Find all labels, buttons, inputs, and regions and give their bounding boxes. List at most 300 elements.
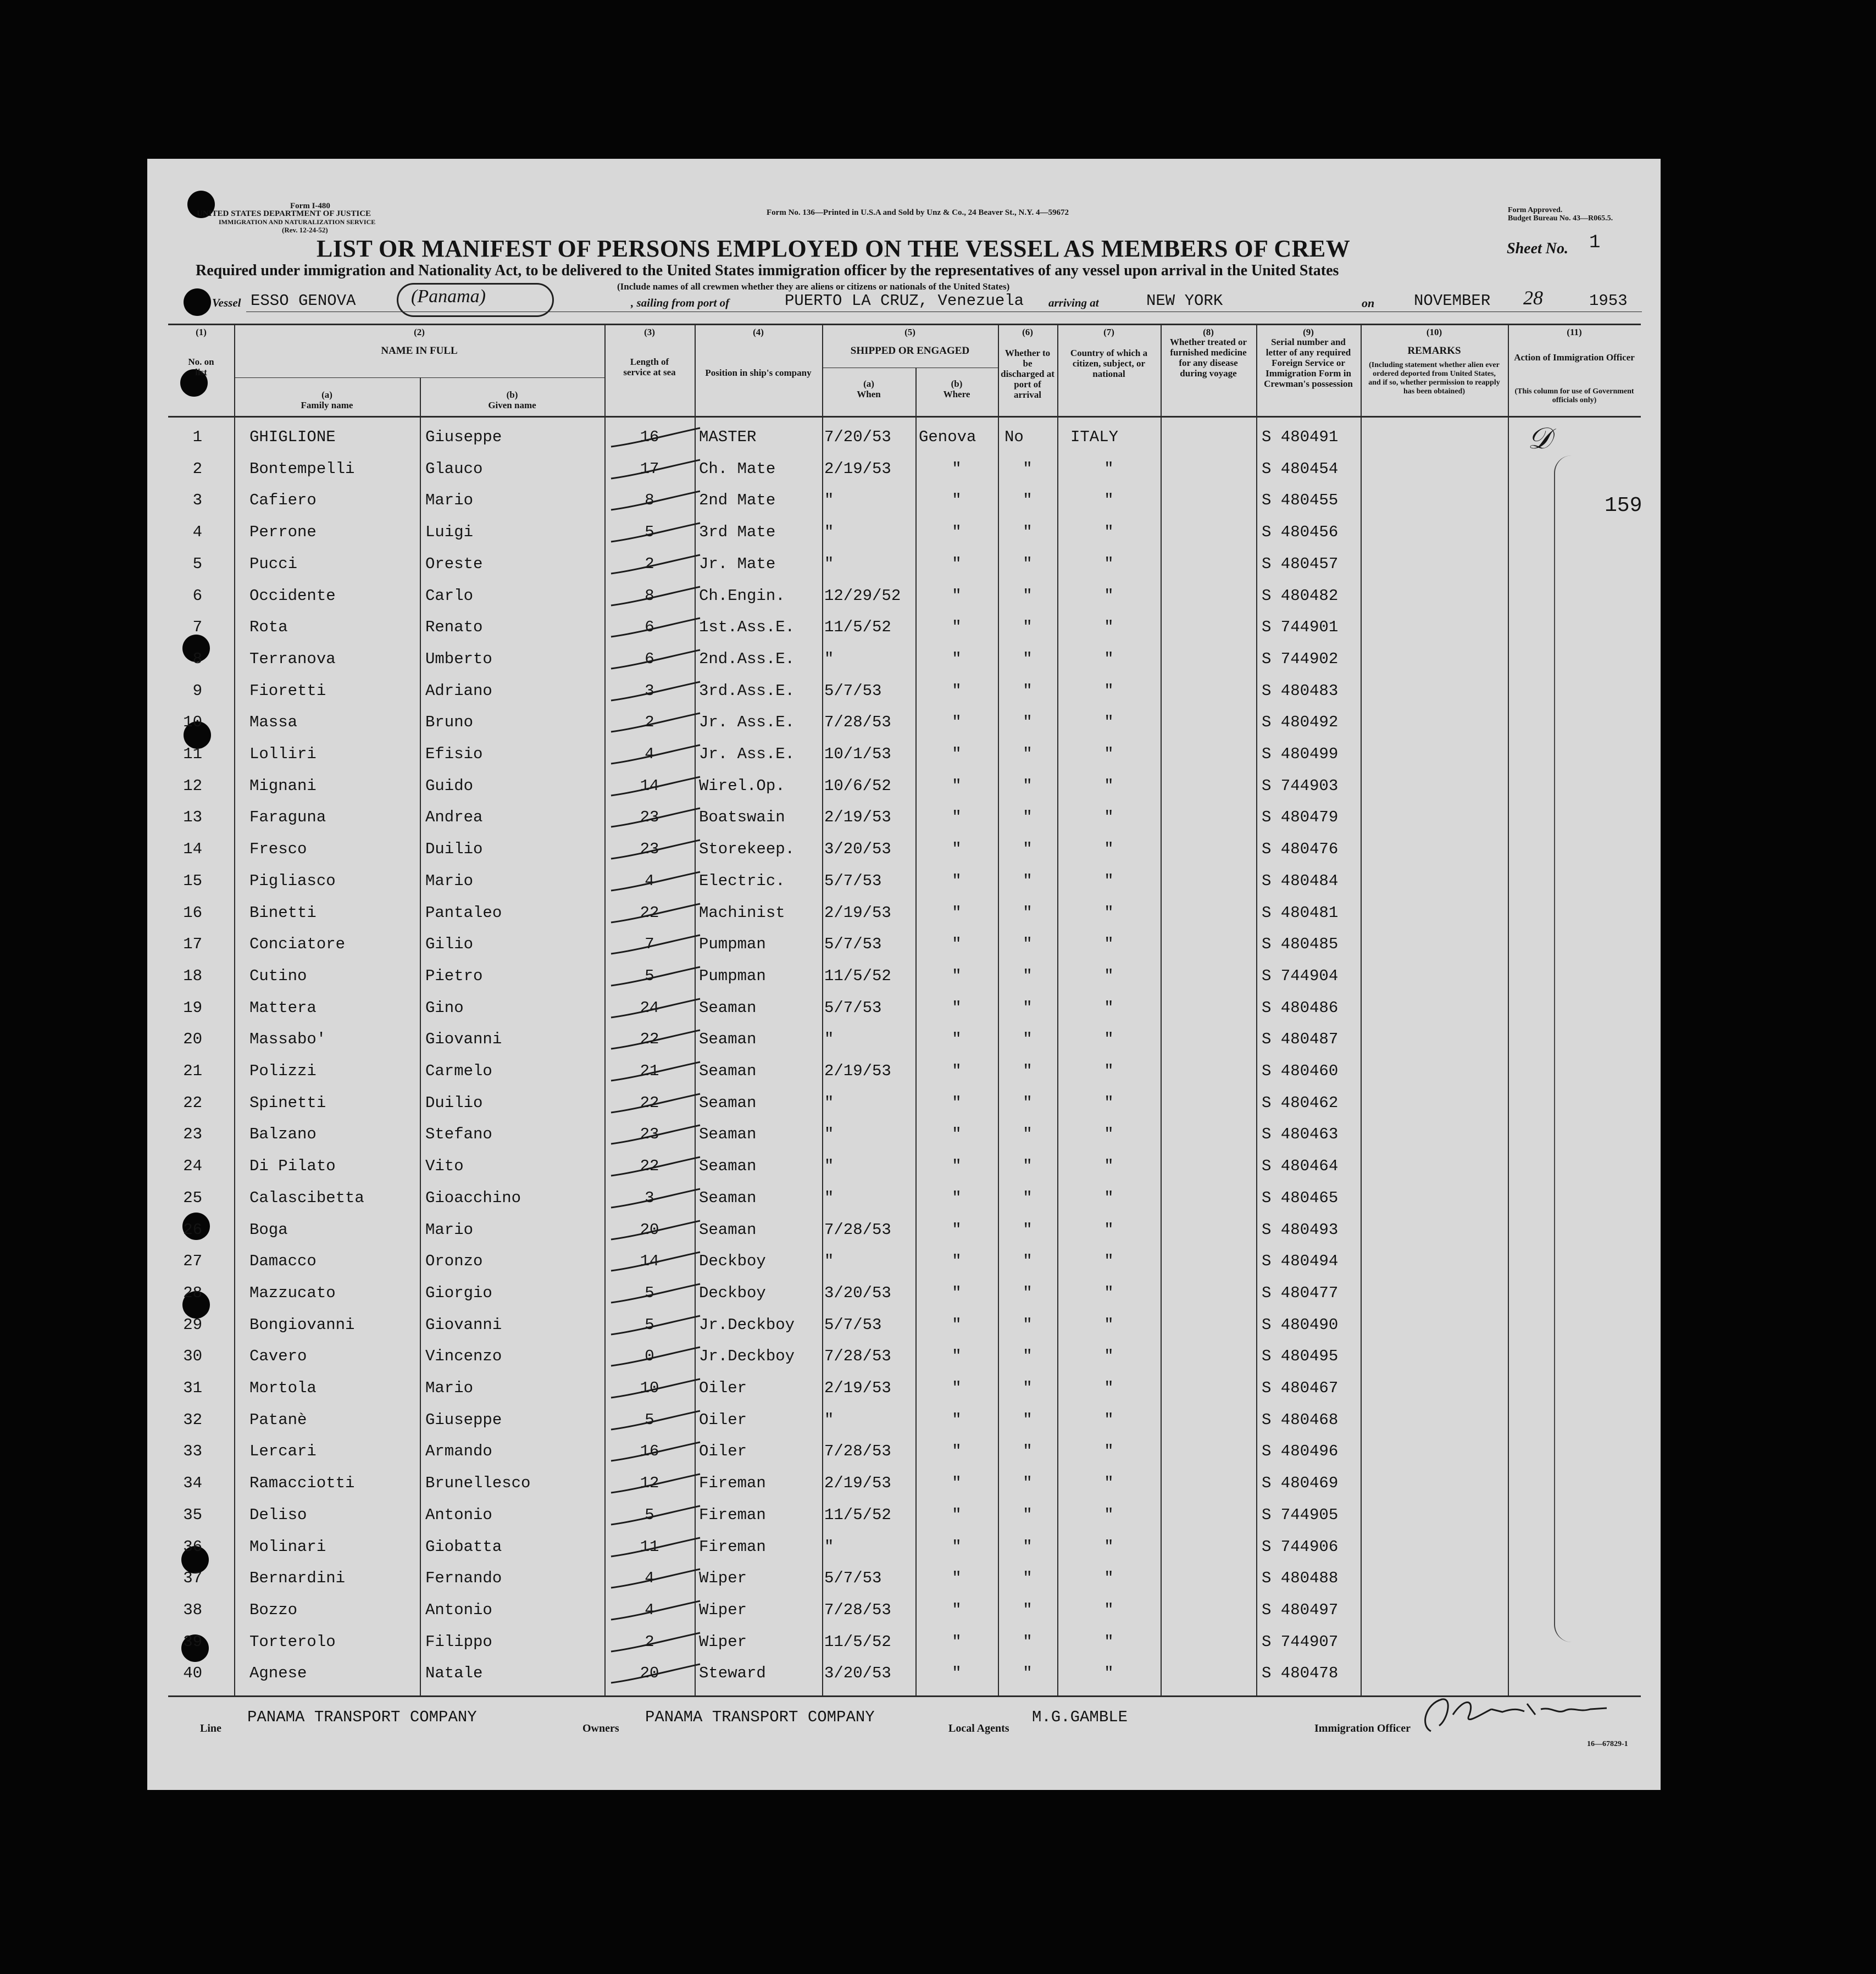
- cell-years: 4: [645, 1600, 654, 1619]
- cell-position: 3rd.Ass.E.: [699, 681, 795, 700]
- action-initials-handwritten: 𝒟: [1528, 422, 1552, 455]
- cell-when: 2/19/53: [824, 808, 891, 827]
- footer-form-code: 16—67829-1: [1587, 1740, 1628, 1748]
- crew-row: [147, 1309, 1661, 1341]
- budget-bureau: Budget Bureau No. 43—R065.5.: [1508, 214, 1613, 223]
- footer-agents-value: M.G.GAMBLE: [1032, 1708, 1128, 1726]
- cell-when: 2/19/53: [824, 903, 891, 922]
- crew-row: [147, 738, 1661, 770]
- col-2-header: NAME IN FULL: [381, 345, 458, 357]
- col-8-number: (8): [1203, 327, 1214, 337]
- cell-no: 22: [183, 1093, 202, 1112]
- cell-family: Perrone: [249, 523, 317, 542]
- cell-years: 16: [640, 428, 659, 446]
- crew-row: [147, 1404, 1661, 1436]
- cell-country: ITALY: [1070, 428, 1119, 446]
- cell-given: Carmelo: [425, 1062, 492, 1080]
- cell-position: Fireman: [699, 1474, 766, 1493]
- cell-discharge: ": [1023, 586, 1033, 605]
- cell-family: Cavero: [249, 1347, 307, 1366]
- cell-discharge: ": [1023, 840, 1033, 859]
- cell-serial: S 480497: [1262, 1600, 1339, 1619]
- cell-family: Deliso: [249, 1505, 307, 1524]
- footer-agents-label: Local Agents: [948, 1722, 1009, 1734]
- cell-no: 24: [183, 1157, 202, 1176]
- cell-where: ": [952, 1125, 962, 1144]
- sheet-number: 1: [1589, 232, 1601, 253]
- cell-family: Di Pilato: [249, 1157, 336, 1176]
- check-slash-mark: [609, 1093, 702, 1115]
- cell-given: Antonio: [425, 1600, 492, 1619]
- crew-row: [147, 833, 1661, 865]
- col-2b-header: (b) Given name: [488, 390, 536, 410]
- cell-when: 5/7/53: [824, 1315, 882, 1334]
- cell-serial: S 480469: [1262, 1474, 1339, 1493]
- cell-given: Vincenzo: [425, 1347, 502, 1366]
- cell-years: 0: [645, 1347, 654, 1366]
- cell-family: Rota: [249, 618, 288, 637]
- cell-serial: S 480495: [1262, 1347, 1339, 1366]
- cell-no: 31: [183, 1379, 202, 1397]
- cell-country: ": [1104, 776, 1114, 795]
- cell-family: GHIGLIONE: [249, 428, 336, 446]
- cell-where: ": [952, 1569, 962, 1588]
- cell-no: 30: [183, 1347, 202, 1366]
- check-slash-mark: [609, 1410, 702, 1432]
- cell-serial: S 480494: [1262, 1252, 1339, 1271]
- cell-given: Oreste: [425, 554, 483, 573]
- cell-years: 2: [645, 554, 654, 573]
- col-8-header: Whether treated or furnished medicine for any disease during voyage: [1169, 337, 1247, 379]
- check-slash-mark: [609, 617, 702, 639]
- cell-country: ": [1104, 935, 1114, 954]
- cell-discharge: ": [1023, 776, 1033, 795]
- cell-position: Seaman: [699, 1030, 757, 1049]
- printer-line: Form No. 136—Printed in U.S.A and Sold by Unz & Co., 24 Beaver St., N.Y. 4—59672: [767, 208, 1069, 217]
- cell-discharge: ": [1023, 1157, 1033, 1176]
- check-slash-mark: [609, 1156, 702, 1178]
- check-slash-mark: [609, 427, 702, 449]
- cell-when: 7/28/53: [824, 1600, 891, 1619]
- cell-country: ": [1104, 681, 1114, 700]
- cell-position: Seaman: [699, 1125, 757, 1144]
- cell-years: 23: [640, 808, 659, 827]
- check-slash-mark: [609, 1061, 702, 1083]
- check-slash-mark: [609, 1505, 702, 1527]
- crew-row: [147, 1087, 1661, 1119]
- col-9-header: Serial number and letter of any required Foreign Service or Immigration Form in Crewman's possession: [1264, 337, 1353, 389]
- cell-serial: S 744907: [1262, 1632, 1339, 1651]
- cell-discharge: No: [1004, 428, 1024, 446]
- cell-given: Renato: [425, 618, 483, 637]
- cell-where: ": [952, 1632, 962, 1651]
- cell-country: ": [1104, 1569, 1114, 1588]
- check-slash-mark: [609, 1283, 702, 1305]
- col-4-header: Position in ship's company: [705, 368, 812, 378]
- cell-years: 22: [640, 1093, 659, 1112]
- cell-where: ": [952, 491, 962, 510]
- crew-row: [147, 1055, 1661, 1087]
- vessel-label: Vessel: [212, 296, 241, 309]
- crew-row: [147, 770, 1661, 802]
- col-5a-header: (a) When: [857, 379, 881, 399]
- cell-serial: S 480493: [1262, 1220, 1339, 1239]
- cell-years: 16: [640, 1442, 659, 1461]
- arriving-label: arriving at: [1048, 296, 1099, 309]
- cell-years: 17: [640, 459, 659, 478]
- cell-given: Giobatta: [425, 1537, 502, 1556]
- cell-position: Pumpman: [699, 935, 766, 954]
- cell-position: Steward: [699, 1664, 766, 1683]
- cell-when: 7/28/53: [824, 713, 891, 732]
- arrival-port: NEW YORK: [1146, 292, 1223, 310]
- cell-years: 3: [645, 1188, 654, 1207]
- cell-position: Jr. Ass.E.: [699, 745, 795, 763]
- cell-country: ": [1104, 1537, 1114, 1556]
- cell-given: Vito: [425, 1157, 464, 1176]
- cell-family: Bontempelli: [249, 459, 355, 478]
- cell-when: 5/7/53: [824, 681, 882, 700]
- cell-no: 20: [183, 1030, 202, 1049]
- cell-family: Mazzucato: [249, 1283, 336, 1302]
- crew-row: [147, 1277, 1661, 1309]
- cell-when: 2/19/53: [824, 459, 891, 478]
- check-slash-mark: [609, 681, 702, 703]
- cell-country: ": [1104, 1315, 1114, 1334]
- crew-row: [147, 643, 1661, 675]
- cell-no: 38: [183, 1600, 202, 1619]
- cell-when: ": [824, 1125, 834, 1144]
- check-slash-mark: [609, 586, 702, 608]
- cell-discharge: ": [1023, 1252, 1033, 1271]
- cell-where: ": [952, 1157, 962, 1176]
- col-6-number: (6): [1022, 327, 1033, 337]
- cell-years: 5: [645, 966, 654, 985]
- cell-given: Armando: [425, 1442, 492, 1461]
- cell-country: ": [1104, 966, 1114, 985]
- cell-when: ": [824, 554, 834, 573]
- crew-row: [147, 1214, 1661, 1246]
- cell-serial: S 480491: [1262, 428, 1339, 446]
- cell-position: Wiper: [699, 1569, 747, 1588]
- cell-discharge: ": [1023, 1569, 1033, 1588]
- cell-family: Spinetti: [249, 1093, 326, 1112]
- cell-country: ": [1104, 1093, 1114, 1112]
- cell-given: Duilio: [425, 840, 483, 859]
- page-subtitle: Required under immigration and Nationality Act, to be delivered to the United States immigration officer by the representatives of any vessel upon arrival in the United States: [196, 262, 1339, 279]
- check-slash-mark: [609, 1220, 702, 1242]
- cell-no: 7: [192, 618, 202, 637]
- sheet-label: Sheet No.: [1507, 240, 1568, 257]
- col-9-number: (9): [1303, 327, 1314, 337]
- cell-family: Cutino: [249, 966, 307, 985]
- cell-when: 2/19/53: [824, 1474, 891, 1493]
- crew-row: [147, 580, 1661, 612]
- cell-no: 3: [192, 491, 202, 510]
- check-slash-mark: [609, 1124, 702, 1146]
- cell-discharge: ": [1023, 713, 1033, 732]
- cell-when: 10/6/52: [824, 776, 891, 795]
- crew-row: [147, 1119, 1661, 1150]
- table-top-rule: [168, 324, 1641, 325]
- footer-owners-label: Owners: [582, 1722, 619, 1734]
- cell-family: Pucci: [249, 554, 298, 573]
- cell-discharge: ": [1023, 1600, 1033, 1619]
- cell-given: Umberto: [425, 649, 492, 668]
- cell-discharge: ": [1023, 808, 1033, 827]
- cell-position: Seaman: [699, 1062, 757, 1080]
- cell-where: ": [952, 1188, 962, 1207]
- cell-family: Ramacciotti: [249, 1474, 355, 1493]
- cell-family: Bongiovanni: [249, 1315, 355, 1334]
- cell-country: ": [1104, 1125, 1114, 1144]
- cell-where: ": [952, 1379, 962, 1397]
- cell-years: 5: [645, 523, 654, 542]
- cell-years: 8: [645, 586, 654, 605]
- cell-discharge: ": [1023, 1315, 1033, 1334]
- cell-given: Giovanni: [425, 1315, 502, 1334]
- check-slash-mark: [609, 807, 702, 829]
- cell-no: 13: [183, 808, 202, 827]
- cell-position: Boatswain: [699, 808, 785, 827]
- cell-no: 23: [183, 1125, 202, 1144]
- cell-position: Jr.Deckboy: [699, 1347, 795, 1366]
- cell-discharge: ": [1023, 903, 1033, 922]
- cell-when: ": [824, 1093, 834, 1112]
- departure-port: PUERTO LA CRUZ, Venezuela: [785, 292, 1024, 310]
- cell-position: Wiper: [699, 1632, 747, 1651]
- cell-country: ": [1104, 649, 1114, 668]
- crew-row: [147, 960, 1661, 992]
- cell-where: ": [952, 1474, 962, 1493]
- check-slash-mark: [609, 649, 702, 671]
- crew-row: [147, 1658, 1661, 1689]
- cell-no: 36: [183, 1537, 202, 1556]
- cell-given: Pantaleo: [425, 903, 502, 922]
- cell-when: ": [824, 1537, 834, 1556]
- crew-row: [147, 1024, 1661, 1055]
- cell-serial: S 744901: [1262, 618, 1339, 637]
- header-bottom-rule: [168, 416, 1641, 418]
- cell-serial: S 480484: [1262, 871, 1339, 890]
- cell-serial: S 744902: [1262, 649, 1339, 668]
- cell-years: 8: [645, 491, 654, 510]
- cell-where: ": [952, 1347, 962, 1366]
- crew-row: [147, 1436, 1661, 1467]
- check-slash-mark: [609, 1251, 702, 1273]
- cell-given: Luigi: [425, 523, 474, 542]
- cell-years: 4: [645, 1569, 654, 1588]
- cell-years: 6: [645, 649, 654, 668]
- cell-no: 39: [183, 1632, 202, 1651]
- col-7-number: (7): [1103, 327, 1114, 337]
- cell-discharge: ": [1023, 871, 1033, 890]
- col-4-number: (4): [753, 327, 764, 337]
- form-revision: (Rev. 12-24-52): [282, 226, 328, 234]
- cell-discharge: ": [1023, 459, 1033, 478]
- check-slash-mark: [609, 903, 702, 925]
- cell-serial: S 480492: [1262, 713, 1339, 732]
- cell-family: Molinari: [249, 1537, 326, 1556]
- cell-when: 5/7/53: [824, 1569, 882, 1588]
- check-slash-mark: [609, 712, 702, 734]
- cell-no: 1: [192, 428, 202, 446]
- cell-where: ": [952, 1283, 962, 1302]
- cell-discharge: ": [1023, 491, 1033, 510]
- cell-discharge: ": [1023, 1474, 1033, 1493]
- cell-when: ": [824, 1188, 834, 1207]
- cell-position: Jr. Ass.E.: [699, 713, 795, 732]
- check-slash-mark: [609, 1600, 702, 1622]
- cell-country: ": [1104, 808, 1114, 827]
- cell-given: Pietro: [425, 966, 483, 985]
- check-slash-mark: [609, 1188, 702, 1210]
- cell-when: 3/20/53: [824, 1664, 891, 1683]
- crew-row: [147, 453, 1661, 485]
- cell-country: ": [1104, 1505, 1114, 1524]
- cell-discharge: ": [1023, 618, 1033, 637]
- cell-no: 21: [183, 1062, 202, 1080]
- cell-country: ": [1104, 1220, 1114, 1239]
- cell-country: ": [1104, 523, 1114, 542]
- cell-family: Calascibetta: [249, 1188, 364, 1207]
- action-count-handwritten: 159: [1605, 494, 1642, 518]
- cell-discharge: ": [1023, 966, 1033, 985]
- cell-serial: S 744903: [1262, 776, 1339, 795]
- cell-where: ": [952, 618, 962, 637]
- form-approved: Form Approved.: [1508, 206, 1563, 214]
- cell-where: ": [952, 1664, 962, 1683]
- cell-discharge: ": [1023, 1062, 1033, 1080]
- cell-discharge: ": [1023, 1379, 1033, 1397]
- cell-country: ": [1104, 1252, 1114, 1271]
- crew-row: [147, 707, 1661, 738]
- crew-row: [147, 1562, 1661, 1594]
- check-slash-mark: [609, 1378, 702, 1400]
- crew-row: [147, 1341, 1661, 1372]
- crew-row: [147, 1467, 1661, 1499]
- crew-row: [147, 1499, 1661, 1531]
- cell-position: Oiler: [699, 1379, 747, 1397]
- cell-no: 4: [192, 523, 202, 542]
- cell-position: Seaman: [699, 1093, 757, 1112]
- cell-position: Deckboy: [699, 1252, 766, 1271]
- cell-where: ": [952, 1442, 962, 1461]
- on-label: on: [1362, 296, 1375, 310]
- cell-when: 2/19/53: [824, 1379, 891, 1397]
- cell-where: ": [952, 808, 962, 827]
- cell-given: Mario: [425, 1379, 474, 1397]
- cell-position: Ch.Engin.: [699, 586, 785, 605]
- crew-row: [147, 1594, 1661, 1626]
- cell-family: Cafiero: [249, 491, 317, 510]
- cell-family: Agnese: [249, 1664, 307, 1683]
- cell-position: 1st.Ass.E.: [699, 618, 795, 637]
- cell-position: MASTER: [699, 428, 757, 446]
- cell-no: 29: [183, 1315, 202, 1334]
- cell-serial: S 480463: [1262, 1125, 1339, 1144]
- cell-country: ": [1104, 459, 1114, 478]
- cell-serial: S 744905: [1262, 1505, 1339, 1524]
- col-7-header: Country of which a citizen, subject, or national: [1070, 348, 1148, 379]
- cell-years: 7: [645, 935, 654, 954]
- cell-serial: S 480478: [1262, 1664, 1339, 1683]
- crew-row: [147, 1372, 1661, 1404]
- cell-where: ": [952, 1220, 962, 1239]
- cell-years: 22: [640, 903, 659, 922]
- cell-family: Terranova: [249, 649, 336, 668]
- cell-given: Stefano: [425, 1125, 492, 1144]
- cell-position: 3rd Mate: [699, 523, 776, 542]
- check-slash-mark: [609, 934, 702, 956]
- cell-no: 16: [183, 903, 202, 922]
- cell-serial: S 480486: [1262, 998, 1339, 1017]
- cell-position: Machinist: [699, 903, 785, 922]
- col-11-note: (This column for use of Government officials only): [1514, 387, 1634, 404]
- cell-years: 22: [640, 1030, 659, 1049]
- cell-serial: S 480456: [1262, 523, 1339, 542]
- check-slash-mark: [609, 1473, 702, 1495]
- cell-serial: S 480465: [1262, 1188, 1339, 1207]
- cell-given: Filippo: [425, 1632, 492, 1651]
- check-slash-mark: [609, 1537, 702, 1559]
- cell-country: ": [1104, 1188, 1114, 1207]
- cell-years: 21: [640, 1062, 659, 1080]
- cell-where: ": [952, 1062, 962, 1080]
- cell-family: Pigliasco: [249, 871, 336, 890]
- cell-no: 27: [183, 1252, 202, 1271]
- cell-country: ": [1104, 1347, 1114, 1366]
- cell-years: 6: [645, 618, 654, 637]
- cell-where: ": [952, 586, 962, 605]
- col-3-number: (3): [644, 327, 655, 337]
- cell-discharge: ": [1023, 1442, 1033, 1461]
- cell-no: 18: [183, 966, 202, 985]
- form-number: Form I-480: [290, 202, 330, 210]
- cell-when: 11/5/52: [824, 1505, 891, 1524]
- cell-serial: S 744906: [1262, 1537, 1339, 1556]
- cell-when: 2/19/53: [824, 1062, 891, 1080]
- cell-country: ": [1104, 1379, 1114, 1397]
- cell-position: Pumpman: [699, 966, 766, 985]
- check-slash-mark: [609, 554, 702, 576]
- cell-family: Binetti: [249, 903, 317, 922]
- cell-given: Adriano: [425, 681, 492, 700]
- include-note: (Include names of all crewmen whether they are aliens or citizens or nationals of the United States): [617, 281, 1010, 292]
- cell-family: Faraguna: [249, 808, 326, 827]
- cell-serial: S 480487: [1262, 1030, 1339, 1049]
- cell-no: 34: [183, 1474, 202, 1493]
- cell-serial: S 480476: [1262, 840, 1339, 859]
- cell-years: 4: [645, 745, 654, 763]
- cell-serial: S 480467: [1262, 1379, 1339, 1397]
- cell-position: Electric.: [699, 871, 785, 890]
- cell-country: ": [1104, 1600, 1114, 1619]
- cell-where: ": [952, 871, 962, 890]
- crew-row: [147, 992, 1661, 1024]
- col-5-number: (5): [904, 327, 915, 337]
- cell-no: 28: [183, 1283, 202, 1302]
- cell-years: 11: [640, 1537, 659, 1556]
- cell-years: 23: [640, 1125, 659, 1144]
- cell-where: ": [952, 966, 962, 985]
- cell-position: Seaman: [699, 1220, 757, 1239]
- cell-where: ": [952, 1537, 962, 1556]
- cell-country: ": [1104, 903, 1114, 922]
- cell-where: ": [952, 713, 962, 732]
- cell-discharge: ": [1023, 1347, 1033, 1366]
- cell-discharge: ": [1023, 1664, 1033, 1683]
